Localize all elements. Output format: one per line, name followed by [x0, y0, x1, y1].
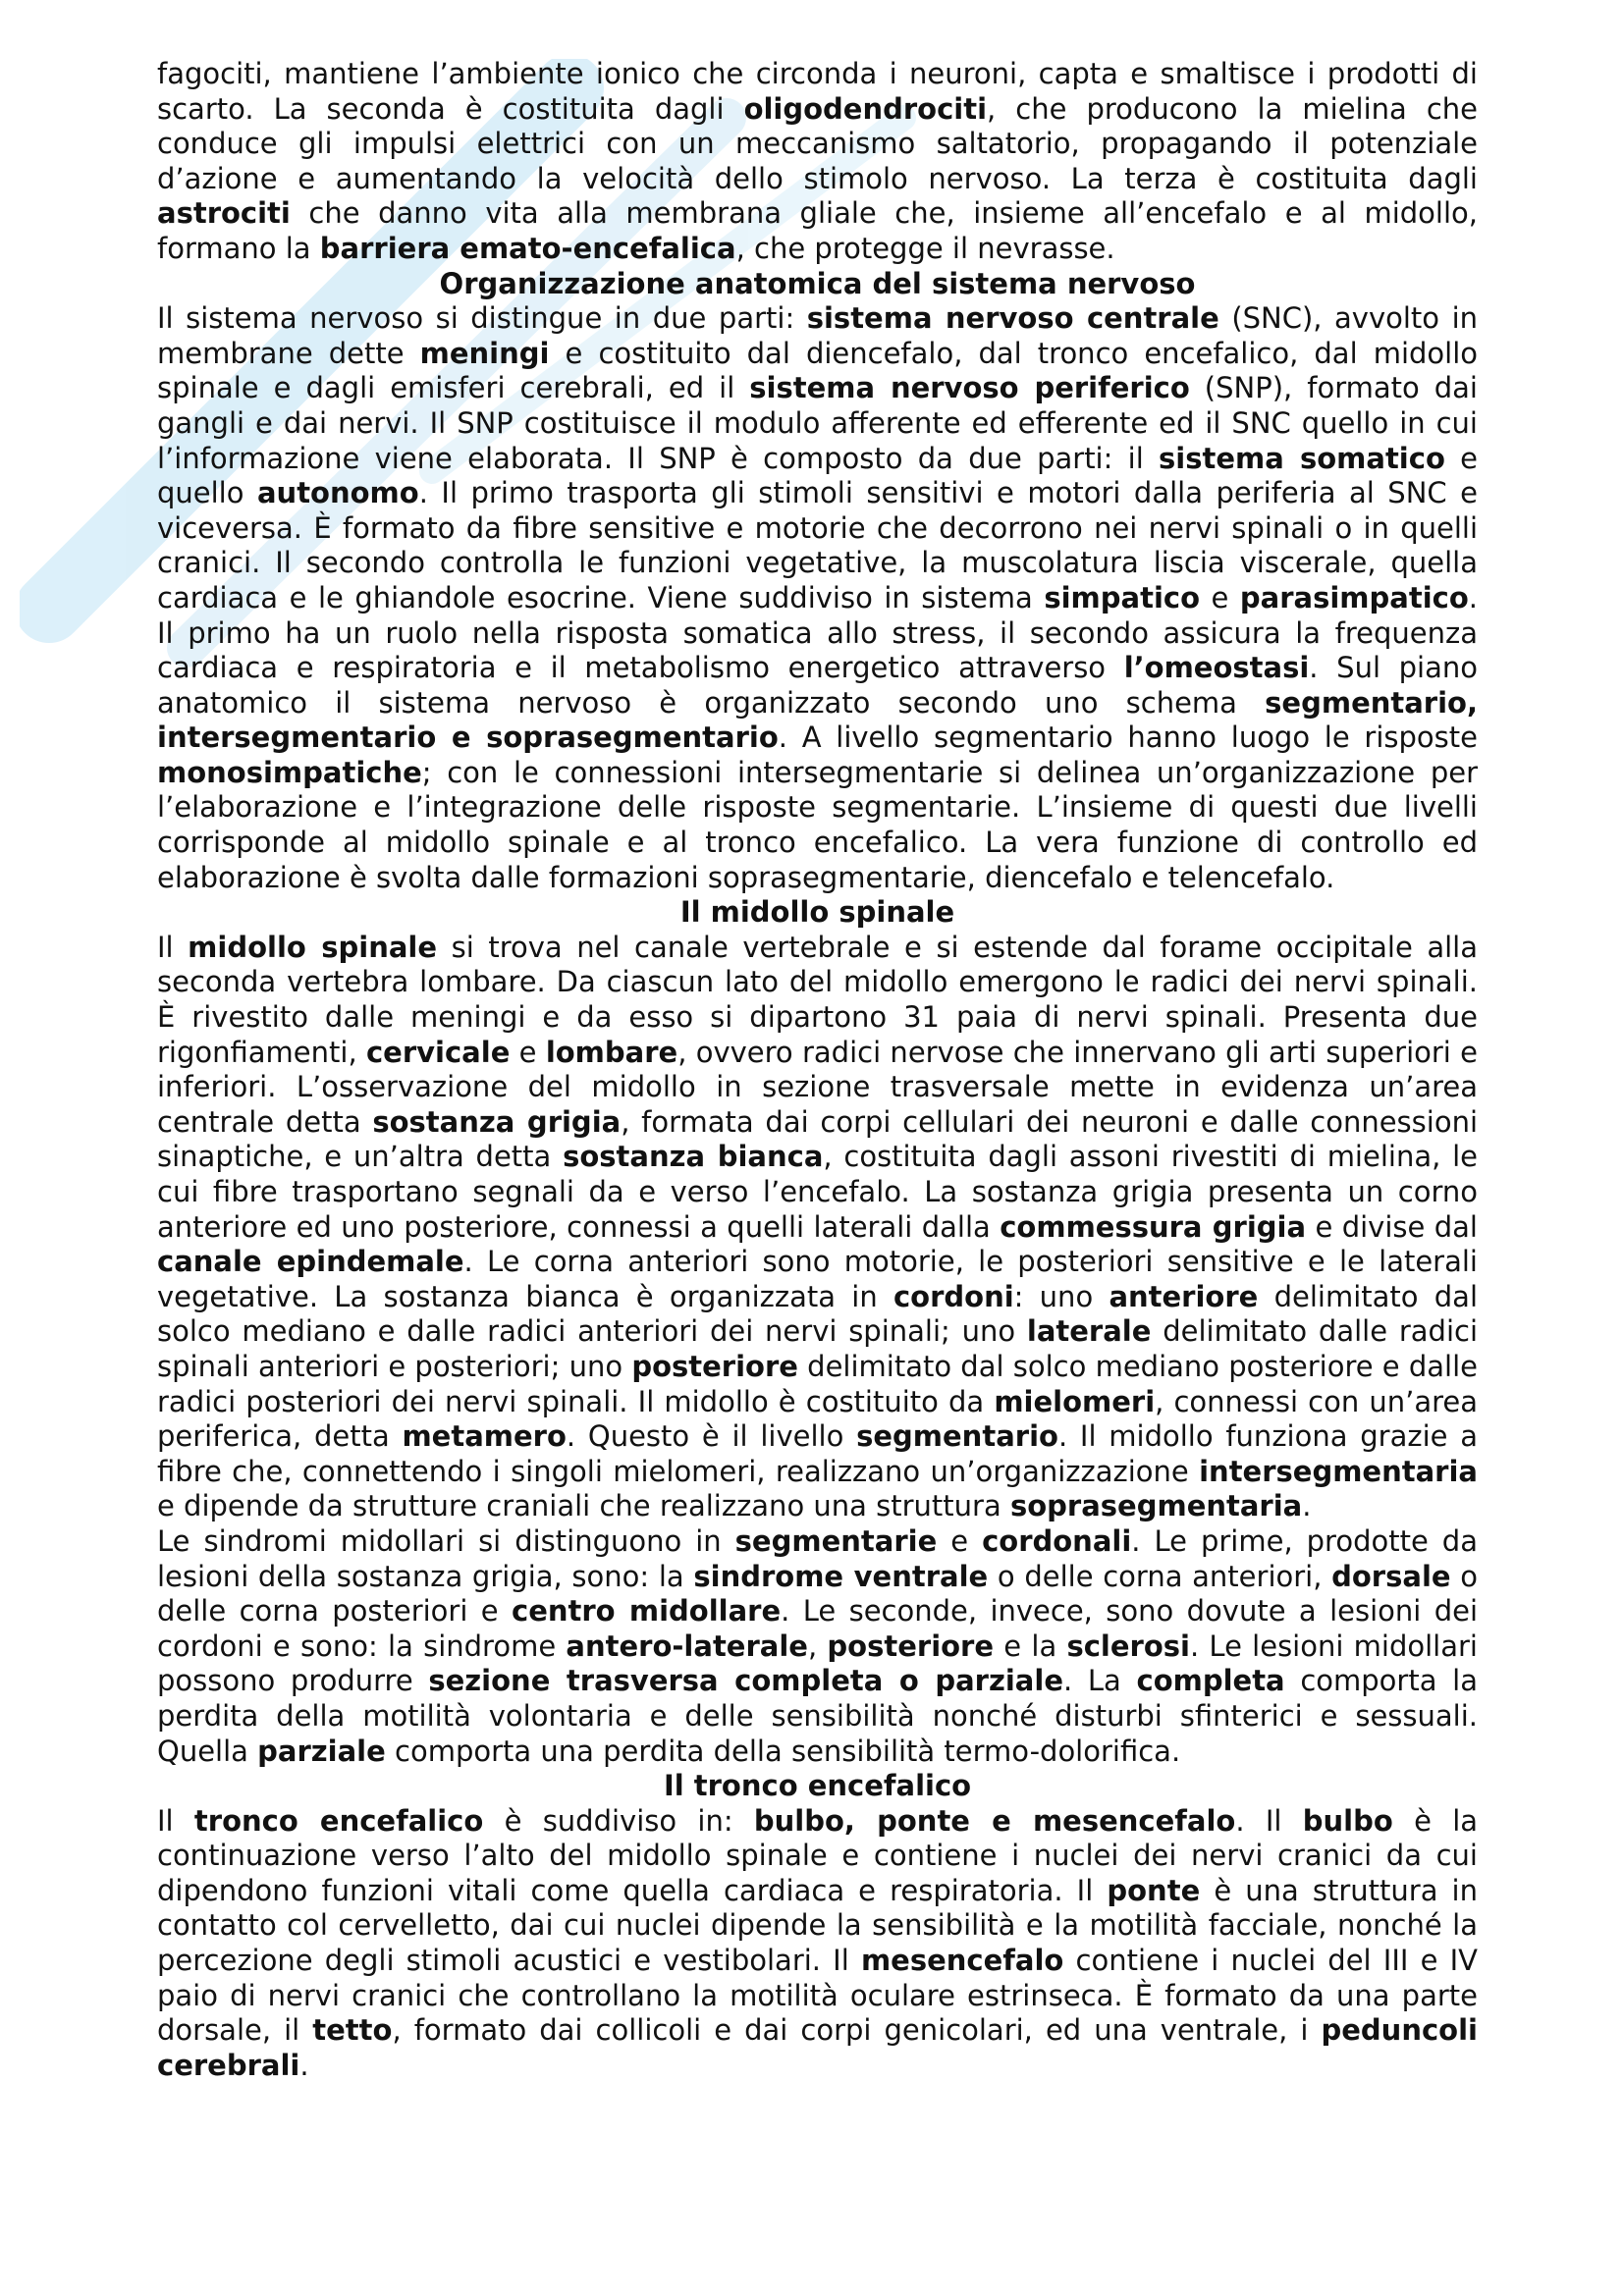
body-paragraph	[157, 931, 1478, 1524]
text-run: : uno	[1013, 1279, 1109, 1313]
bold-term: midollo spinale	[188, 930, 438, 964]
bold-term: sostanza grigia	[372, 1104, 622, 1139]
text-run: . A livello segmentario hanno luogo le risposte	[778, 721, 1478, 755]
bold-term: completa	[1136, 1664, 1285, 1698]
bold-term: sistema nervoso periferico	[749, 371, 1190, 405]
bold-term: segmentarie	[734, 1523, 938, 1558]
text-run: contiene i nuclei del III e IV paio di nervi cranici che controllano la motilità oculare estrinseca. È formato da una parte dorsale, il	[157, 1944, 1478, 2048]
bold-term: meningi	[419, 336, 550, 370]
section-heading: Organizzazione anatomica del sistema nervoso	[439, 266, 1196, 300]
text-run: . Le prime, prodotte da lesioni della sostanza grigia, sono: la	[157, 1523, 1478, 1593]
bold-term: anteriore	[1109, 1279, 1259, 1313]
text-run: , costituita dagli assoni rivestiti di mielina, le cui fibre trasportano segnali da e verso l’encefalo. La sostanza grigia presenta un corno anteriore ed uno posteriore, connessi a quelli laterali dalla	[157, 1140, 1478, 1244]
text-run: e la	[994, 1629, 1067, 1663]
text-run: , connessi con un’area periferica, detta	[157, 1384, 1479, 1454]
bold-term: bulbo	[1302, 1803, 1393, 1838]
text-run: comporta una perdita della sensibilità termo-dolorifica.	[385, 1734, 1181, 1768]
bold-term: parziale	[257, 1734, 386, 1768]
text-run: e divise dal	[1306, 1209, 1478, 1244]
text-run: . Il primo ha un ruolo nella risposta somatica allo stress, il secondo assicura la frequenza cardiaca e respiratoria e il metabolismo energetico attraverso	[157, 580, 1478, 685]
bold-term: ponte	[1107, 1873, 1201, 1907]
bold-term: segmentario	[856, 1419, 1058, 1454]
text-run: Il	[157, 930, 189, 964]
body-paragraph	[157, 57, 1478, 267]
text-run: fagociti, mantiene l’ambiente ionico che circonda i neuroni, capta e smaltisce i prodotti di scarto. La seconda è costituita dagli	[157, 57, 1478, 126]
text-run: è la continuazione verso l’alto del midollo spinale e contiene i nuclei dei nervi cranici da cui dipendono funzioni vitali come quella cardiaca e respiratoria. Il	[157, 1803, 1479, 1907]
section-heading: Il midollo spinale	[679, 895, 955, 930]
bold-term: astrociti	[157, 196, 291, 231]
bold-term: commessura grigia	[1000, 1209, 1307, 1244]
section-heading: Il tronco encefalico	[663, 1769, 972, 1803]
text-run: e	[937, 1523, 983, 1558]
bold-term: cervicale	[365, 1035, 511, 1069]
text-run: è una struttura in contatto col cervelletto, dai cui nuclei dipende la sensibilità e la motilità facciale, nonché la percezione degli stimoli acustici e vestibolari. Il	[157, 1873, 1478, 1978]
text-run: o delle corna posteriori e	[157, 1559, 1478, 1629]
text-run: , ovvero radici nervose che innervano gli arti superiori e inferiori. L’osservazione del midollo in sezione trasversale mette in evidenza un’area centrale detta	[157, 1035, 1478, 1139]
bold-term: oligodendrociti	[743, 91, 988, 126]
bold-term: sclerosi	[1066, 1629, 1190, 1663]
text-run: (SNP), formato dai gangli e dai nervi. Il SNP costituisce il modulo afferente ed efferente ed il SNC quello in cui l’informazione viene elaborata. Il SNP è composto da due parti: il	[157, 371, 1478, 475]
bold-term: sindrome ventrale	[693, 1559, 989, 1593]
bold-term: posteriore	[631, 1349, 798, 1383]
bold-term: canale epindemale	[157, 1245, 464, 1279]
bold-term: bulbo, ponte e mesencefalo	[753, 1803, 1236, 1838]
text-run: . Le corna anteriori sono motorie, le posteriori sensitive e le laterali vegetative. La sostanza bianca è organizzata in	[157, 1245, 1478, 1313]
bold-term: tronco encefalico	[193, 1803, 484, 1838]
bold-term: intersegmentaria	[1199, 1454, 1478, 1488]
body-paragraph	[157, 1804, 1478, 2084]
text-run: , formato dai collicoli e dai corpi genicolari, ed una ventrale, i	[392, 2013, 1322, 2048]
body-paragraph	[157, 1524, 1478, 1769]
bold-term: lombare	[545, 1035, 678, 1069]
text-run: .	[1302, 1489, 1312, 1523]
bold-term: sezione trasversa completa o parziale	[428, 1664, 1063, 1698]
bold-term: sostanza bianca	[563, 1140, 824, 1174]
bold-term: tetto	[312, 2013, 393, 2048]
text-run: . Le seconde, invece, sono dovute a lesioni dei cordoni e sono: la sindrome	[157, 1594, 1478, 1663]
bold-term: segmentario, intersegmentario e soprasegmentario	[157, 685, 1478, 755]
text-run: . Il midollo funziona grazie a fibre che, connettendo i singoli mielomeri, realizzano un’organizzazione	[157, 1419, 1478, 1488]
text-run: . Il primo trasporta gli stimoli sensitivi e motori dalla periferia al SNC e viceversa. È formato da fibre sensitive e motorie che decorrono nei nervi spinali o in quelli cranici. Il secondo controlla le funzioni vegetative, la muscolatura liscia viscerale, quella cardiaca e le ghiandole esocrine. Viene suddiviso in sistema	[157, 476, 1478, 614]
text-run: che danno vita alla membrana gliale che, insieme all’encefalo e al midollo, formano la	[157, 196, 1478, 265]
text-run: e	[510, 1035, 546, 1069]
text-run: e costituito dal diencefalo, dal tronco encefalico, dal midollo spinale e dagli emisferi cerebrali, ed il	[157, 336, 1479, 405]
bold-term: dorsale	[1331, 1559, 1451, 1593]
bold-term: mesencefalo	[860, 1944, 1064, 1978]
bold-term: mielomeri	[994, 1384, 1156, 1418]
text-run: . Il	[1235, 1803, 1303, 1838]
bold-term: cordoni	[893, 1279, 1014, 1313]
bold-term: peduncoli cerebrali	[157, 2013, 1478, 2082]
text-run: Il	[157, 1803, 194, 1838]
bold-term: sistema somatico	[1159, 441, 1445, 475]
bold-term: soprasegmentaria	[1009, 1489, 1303, 1523]
bold-term: centro midollare	[512, 1594, 782, 1629]
text-run: delimitato dal solco mediano e dalle radici anteriori dei nervi spinali; uno	[157, 1279, 1478, 1349]
document-page	[157, 57, 1478, 2083]
bold-term: metamero	[402, 1419, 567, 1454]
text-run: e dipende da strutture craniali che realizzano una struttura	[157, 1489, 1010, 1523]
text-run: . Questo è il livello	[566, 1419, 857, 1454]
bold-term: posteriore	[827, 1629, 995, 1663]
text-run: ,	[807, 1629, 828, 1663]
text-run: delimitato dalle radici spinali anteriori e posteriori; uno	[157, 1314, 1478, 1383]
text-run: Le sindromi midollari si distinguono in	[157, 1523, 735, 1558]
bold-term: parasimpatico	[1239, 580, 1469, 614]
text-run: , che protegge il nevrasse.	[735, 231, 1115, 265]
bold-term: barriera emato-encefalica	[319, 231, 736, 265]
text-run: . Le lesioni midollari possono produrre	[157, 1629, 1478, 1698]
bold-term: antero-laterale	[566, 1629, 808, 1663]
bold-term: simpatico	[1044, 580, 1201, 614]
text-run: e quello	[157, 441, 1478, 510]
text-run: ; con le connessioni intersegmentarie si delinea un’organizzazione per l’elaborazione e l’integrazione delle risposte segmentarie. L’insieme di questi due livelli corrisponde al midollo spinale e al tronco encefalico. La vera funzione di controllo ed elaborazione è svolta dalle formazioni soprasegmentarie, diencefalo e telencefalo.	[157, 755, 1478, 894]
bold-term: l’omeostasi	[1123, 651, 1310, 685]
body-paragraph	[157, 301, 1478, 895]
bold-term: sistema nervoso centrale	[806, 301, 1219, 336]
text-run: . La	[1062, 1664, 1137, 1698]
text-run: è suddiviso in:	[483, 1803, 754, 1838]
text-run: Il sistema nervoso si distingue in due parti:	[157, 301, 807, 336]
bold-term: laterale	[1026, 1314, 1152, 1349]
text-run: comporta la perdita della motilità volontaria e delle sensibilità nonché disturbi sfinterici e sessuali. Quella	[157, 1664, 1478, 1768]
text-run: si trova nel canale vertebrale e si estende dal forame occipitale alla seconda vertebra lombare. Da ciascun lato del midollo emergono le radici dei nervi spinali. È rivestito dalle meningi e da esso si dipartono 31 paia di nervi spinali. Presenta due rigonfiamenti,	[157, 930, 1479, 1069]
text-run: . Sul piano anatomico il sistema nervoso è organizzato secondo uno schema	[157, 651, 1479, 720]
text-run: (SNC), avvolto in membrane dette	[157, 301, 1479, 370]
bold-term: monosimpatiche	[157, 755, 422, 789]
text-run: delimitato dal solco mediano posteriore e dalle radici posteriori dei nervi spinali. Il midollo è costituito da	[157, 1349, 1478, 1418]
text-run: o delle corna anteriori,	[988, 1559, 1332, 1593]
text-run: e	[1200, 580, 1240, 614]
text-run: , formata dai corpi cellulari dei neuroni e dalle connessioni sinaptiche, e un’altra detta	[157, 1104, 1479, 1174]
bold-term: autonomo	[256, 476, 419, 510]
bold-term: cordonali	[982, 1523, 1132, 1558]
text-run: .	[299, 2048, 309, 2082]
text-run: , che producono la mielina che conduce gli impulsi elettrici con un meccanismo saltatorio, propagando il potenziale d’azione e aumentando la velocità dello stimolo nervoso. La terza è costituita dagli	[157, 91, 1478, 195]
